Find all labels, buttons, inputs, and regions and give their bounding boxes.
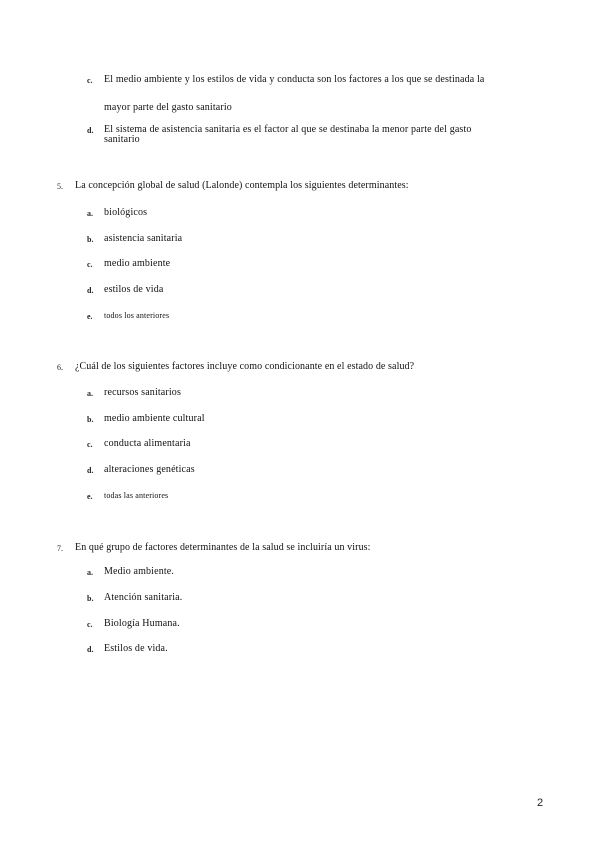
option-text: conducta alimentaria [104,438,191,449]
option-letter: c. [87,260,93,269]
option-text: todos los anteriores [104,311,170,320]
question-text: La concepción global de salud (Lalonde) contempla los siguientes determinantes: [75,180,409,191]
option-letter: a. [87,209,93,218]
option-text: Biología Humana. [104,618,180,629]
option-text: medio ambiente cultural [104,413,205,424]
option-text: Estilos de vida. [104,643,168,654]
option-letter: c. [87,440,93,449]
option-letter: b. [87,235,94,244]
question-number: 6. [57,363,63,372]
option-text: estilos de vida [104,284,164,295]
option-letter: b. [87,594,94,603]
option-letter: b. [87,415,94,424]
question-text: ¿Cuál de los siguientes factores incluye como condicionante en el estado de salud? [75,361,415,372]
option-text: biológicos [104,207,148,218]
option-text: asistencia sanitaria [104,233,183,244]
option-letter: c. [87,76,93,85]
option-letter: d. [87,645,94,654]
option-text: todas las anteriores [104,491,169,500]
option-letter: e. [87,492,93,501]
option-letter: e. [87,312,93,321]
question-number: 7. [57,544,63,553]
option-letter: c. [87,620,93,629]
option-letter: d. [87,286,94,295]
option-text: recursos sanitarios [104,387,181,398]
option-text-continuation: mayor parte del gasto sanitario [104,102,232,113]
page-number: 2 [537,797,544,809]
option-letter: d. [87,466,94,475]
option-text-continuation: sanitario [104,134,140,145]
question-number: 5. [57,182,63,191]
option-text: Atención sanitaria. [104,592,183,603]
option-text: Medio ambiente. [104,566,175,577]
option-letter: a. [87,389,93,398]
option-letter: a. [87,568,93,577]
option-text: alteraciones genéticas [104,464,195,475]
question-text: En qué grupo de factores determinantes de la salud se incluiría un virus: [75,542,371,553]
option-text: El medio ambiente y los estilos de vida y conducta son los factores a los que se destinada la [104,74,485,85]
option-text: medio ambiente [104,258,171,269]
option-letter: d. [87,126,94,135]
option-text: El sistema de asistencia sanitaria es el factor al que se destinaba la menor parte del gasto [104,124,472,135]
